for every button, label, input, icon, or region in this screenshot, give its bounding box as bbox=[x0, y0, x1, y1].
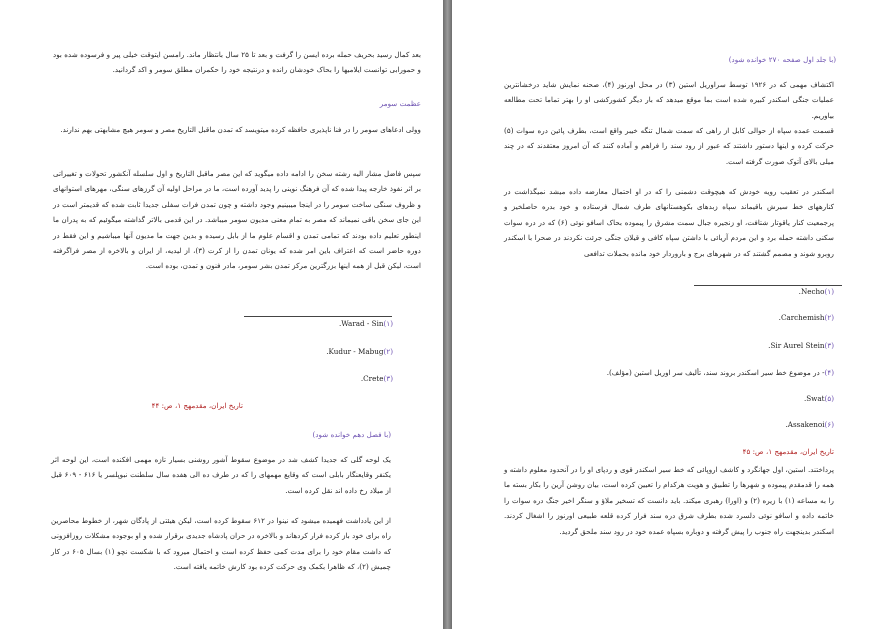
footnote-number: (۳) bbox=[383, 374, 393, 383]
footnote-text: Warad - Sin. bbox=[338, 319, 384, 328]
paragraph: پرداختند. استین، اول جهانگرد و کاشف اروپائی که خط سیر اسکندر قوی و ردپای او را در آنحدود معلوم داشته و همه را قدمقدم پیموده و شهرها را تطبیق و هویت هرکدام را تعیین کرده است، بیان روشن آرین را بکار بسته ما را به مساعه (۱) با زیره (۲) و (اورا) رهبری میکند. باید دانست که تسخیر ملاؤ و سنگر اخیر جنگ دره سوات را خاتمه داده و اسافو نوئی دلسرد شده بطرف شرق دره سند فرار کرده قلعه طبیعی اورنوز را اشغال کردند. اسکندر بدینجهت راه جنوب را پیش گرفته و دوباره بسپاه عمده خود در رود سند ملحق گردید. bbox=[504, 465, 835, 536]
page-citation: تاریخ ایران، مقدمهج ۱، ص: ۴۵ bbox=[742, 447, 834, 456]
footnote-number: (۱) bbox=[383, 319, 393, 328]
footnote bbox=[504, 393, 834, 405]
footnote-text: Swat. bbox=[803, 394, 825, 403]
paragraph: اکتشاف مهمی که در ۱۹۲۶ توسط سراوریل استین (۳) در محل اورنوز (۴)، صحنه نمایش شاید درخشانترین عملیات جنگی اسکندر کبیره شده است بما موقع میدهد که بار دیگر کشورکشی او را بهتر تماما تحت مطالعه بیاوریم. bbox=[504, 80, 834, 120]
paragraph: بعد کمال رسید بحریف حمله برده ایسن را گرفت و بعد تا ۲۵ سال بانتظار ماند. رامسن ایتوقت خیلی پیر و فرسوده شده بود و حمورابی توانست ایلامیها را بحاک خودشان رانده و درنتیجه خود را حکمران مطلق سومر و اکد گردانید. bbox=[53, 50, 421, 75]
footnote-number: (۱) bbox=[824, 287, 834, 296]
footnote-number: (۴) bbox=[824, 368, 834, 377]
paragraph: یک لوحه گلی که جدیدا کشف شد در موضوع سقوط آشور روشنی بسیار تازه مهمی افکنده است، این لوحه اثر یکنفر وقایعنگار بابلی است که وقایع مهمهای را که در طرف ده الی هفده سال سلطنت نبوپلسر یا ۶۱۶ - ۶۰۹ قبل از میلاد رخ داده اند نقل کرده است. bbox=[51, 455, 392, 495]
footnote bbox=[53, 346, 393, 358]
left-page bbox=[0, 0, 443, 629]
footnote-number: (۲) bbox=[824, 313, 834, 322]
paragraph: اسکندر در تعقیب رویه خودش که هیچوقت دشمنی را که در او احتمال معارضه داده میشد نمیگذاشت در کنارههای خط سیرش باقیماند سپاه زبدهای بکوهستانهای طرف شمال فرستاده و خود بدره حاصلخیز و پرجمعیت کنار یاقوتار شتافت، او زنجیره جبال سمت مشرق را پیموده بحاک اسافو نوئی (۶) که در دره سوات سکنی داشته حمله برد و این مردم آریائی با داشتن سپاه کافی و قیلان جنگی جرئت نکردند در صحرا با اسکندر روبرو شوند و مصمم گشتند که در شهرهای برج و باروردار خود مانده بحملات تدافعی bbox=[504, 187, 835, 258]
footnote-number: (۶) bbox=[824, 420, 834, 429]
footnote-divider bbox=[244, 316, 392, 317]
footnote bbox=[504, 286, 834, 298]
paragraph: سپس فاضل مشار الیه رشته سخن را ادامه داده میگوید که این مصر ماقبل التاریخ و اول سلسله آنکشور تحولات و تغییراتی بر اثر نفوذ خارجه پیدا شده که آن فرهنگ نوینی را پدید آورده است، ما در مراحل اولیه آن گرزهای سنگی، مهرهای استوانهای و ظروف سنگی ساخت سومر را در اینجا میبینیم وجود داشته و چون تمدن فرات سفلی جدیدا ثابت شده که قدیمتر است در این جای سخن باقی نمیماند که مصر به تمام معنی مدیون سومر میباشد. در این قدمی بالاتر گذاشته میگوئیم که به پدران ما اینطور تعلیم داده بودند که تمامی تمدن و اقسام علوم ما از بابل رسیده و بدین جهت ما مدیون آنها میباشیم و این فقط در دوره حاضر است که اعتراف باین امر شده که یونان تمدن را از کرت (۳)، از لیدیه، از ایران و بالاخره از مصر فراگرفته است، لیکن قبل از همه اینها بزرگترین مرکز تمدن بشر سومر، مادر فنون و تمدن، بوده است. bbox=[53, 169, 421, 271]
footnote bbox=[504, 312, 834, 324]
footnote-text: Kudur - Mabug. bbox=[326, 347, 384, 356]
footnote-text: - در موضوع خط سیر اسکندر بروند سند، تألیف سر اوریل استین (مؤلف). bbox=[606, 368, 825, 377]
footnote-text: Necho. bbox=[798, 287, 825, 296]
reading-note: (با فصل دهم خوانده شود) bbox=[312, 430, 391, 439]
footnote-number: (۳) bbox=[824, 341, 834, 350]
footnote-number: (۵) bbox=[824, 394, 834, 403]
footnote bbox=[53, 373, 393, 385]
reading-note: (با جلد اول صفحه ۲۷۰ خوانده شود) bbox=[728, 55, 836, 64]
book-gutter bbox=[443, 0, 452, 629]
footnote bbox=[504, 340, 834, 352]
footnote bbox=[504, 419, 834, 431]
footnote-text: Assakenoi. bbox=[785, 420, 825, 429]
paragraph: قسمت عمده سپاه از حوالی کابل از راهی که سمت شمال تنگه خیبر واقع است، بطرف پائین دره سوات (۵) حرکت کرده و اینها دستور داشتند که عبور از رود سند را فراهم و آماده کنند که آن امروز معتقدند که در چند میلی بالای آتوک صورت گرفته است. bbox=[504, 126, 834, 166]
footnote bbox=[53, 318, 393, 330]
footnote-text: Crete. bbox=[360, 374, 384, 383]
paragraph: از این یادداشت فهمیده میشود که نینوا در ۶۱۲ سقوط کرده است، لیکن هیئتی از پادگان شهر، از خطوط محاصرین راه برای خود باز کرده فرار کردهاند و بالاخره در حران پادشاه جدیدی برقرار شده و او بوجوده مشکلات روزافزونی که داشت مقام خود را برای مدت کمی حفظ کرده است و احتمال میرود که با شکست نچو (۱) بسال ۶۰۵ در کار چمیش (۲)، که ظاهرا بکمک وی حرکت کرده بود کارش خاتمه یافته است. bbox=[51, 516, 391, 572]
right-page bbox=[452, 0, 896, 629]
page-citation: تاریخ ایران، مقدمهج ۱، ص: ۴۴ bbox=[151, 401, 243, 410]
footnote bbox=[504, 367, 834, 379]
footnote-number: (۲) bbox=[383, 347, 393, 356]
footnote-text: Sir Aurel Stein. bbox=[768, 341, 825, 350]
section-heading: عظمت سومر bbox=[379, 99, 421, 108]
paragraph: وولی ادعاهای سومر را در فنا ناپذیری حافظه کرده میتویسد که تمدن ماقبل التاریخ مصر و سومر هیچ مشابهتی بهم ندارند. bbox=[60, 125, 421, 134]
footnote-text: Carchemish. bbox=[778, 313, 825, 322]
